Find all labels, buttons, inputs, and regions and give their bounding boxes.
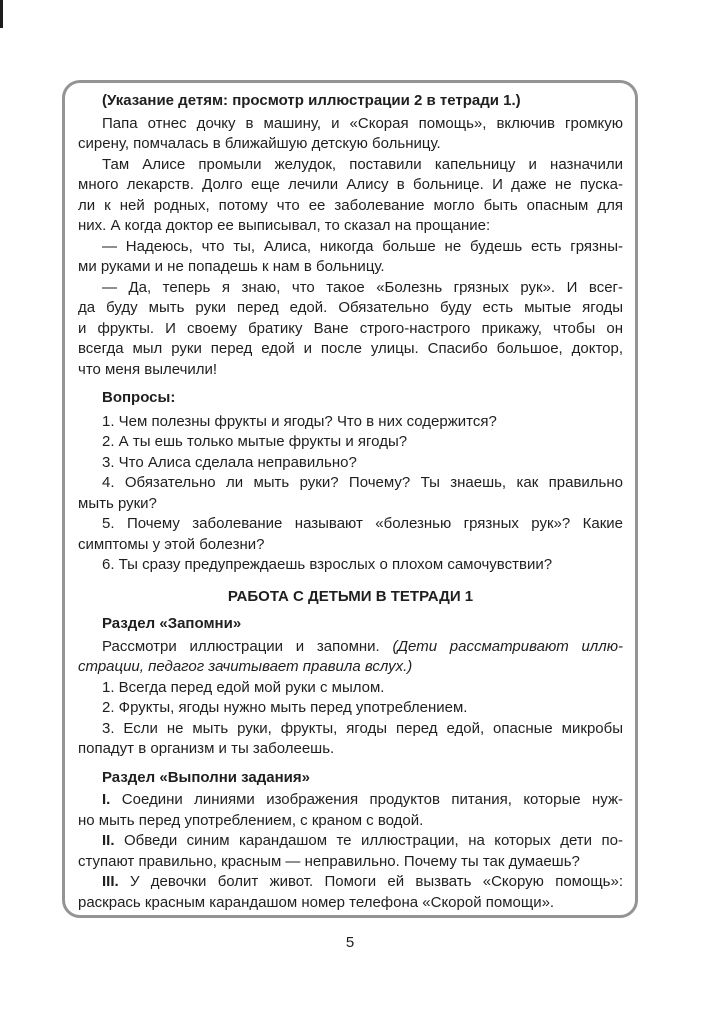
text-line: 5. Почему заболевание называют «болезнью грязных рук»? Какие (102, 515, 623, 532)
text-line: ступают правильно, красным — неправильно. Почему ты так думаешь? (78, 852, 580, 870)
rule-2 (78, 698, 623, 719)
dialogue-alisa (78, 278, 623, 381)
text-line: что меня вылечили! (78, 360, 218, 378)
dialogue-doctor (78, 237, 623, 278)
text-line: много лекарств. Долго еще лечили Алису в больнице. И даже не пуска- (78, 176, 623, 193)
text-line: — Да, теперь я знаю, что такое «Болезнь грязных рук». И всег- (102, 278, 623, 296)
text-line: ми руками и не попадешь к нам в больницу. (78, 258, 385, 275)
text-line: Рассмотри иллюстрации и запомни. (Дети рассматривают иллю- (102, 637, 623, 655)
text-line: раскрась красным карандашом номер телефона «Скорой помощи». (78, 893, 555, 911)
text-line: III. У девочки болит живот. Помоги ей вызвать «Скорую помощь»: (102, 873, 623, 890)
text-line: (Указание детям: просмотр иллюстрации 2 в тетради 1.) (102, 92, 521, 109)
text-line: симптомы у этой болезни? (78, 535, 265, 553)
text-line: I. Соедини линиями изображения продуктов питания, которые нуж- (102, 791, 623, 808)
text-line: 3. Если не мыть руки, фрукты, ягоды перед едой, опасные микробы (102, 719, 623, 737)
rule-3 (78, 719, 623, 760)
text-line: но мыть перед употреблением, с краном с водой. (78, 811, 424, 829)
text-line: II. Обведи синим карандашом те иллюстрации, на которых дети по- (102, 832, 623, 849)
text-line: и фрукты. И своему братику Ване строго-настрого прикажу, чтобы он (78, 319, 623, 337)
text-line: Раздел «Выполни задания» (102, 768, 311, 786)
text-line: сирену, помчалась в ближайшую детскую больницу. (78, 135, 441, 152)
task-2 (78, 831, 623, 872)
question-4 (78, 473, 623, 514)
page-frame (62, 80, 638, 918)
scan-artifact-mark (0, 0, 3, 28)
text-line: 3. Что Алиса сделала неправильно? (102, 453, 357, 471)
text-line: попадут в организм и ты заболеешь. (78, 740, 335, 757)
text-line: да буду мыть руки перед едой. Обязательно буду есть мытые ягоды (78, 299, 623, 316)
section-tasks-heading (78, 768, 623, 789)
text-line: всегда мыл руки перед едой и после улицы. Спасибо большое, доктор, (78, 340, 623, 357)
text-line: мыть руки? (78, 494, 157, 512)
worksheet-heading (78, 587, 623, 608)
text-line: 2. Фрукты, ягоды нужно мыть перед употреблением. (102, 699, 468, 716)
task-1 (78, 790, 623, 831)
zapomni-intro (78, 637, 623, 678)
question-3 (78, 453, 623, 474)
text-line: 2. А ты ешь только мытые фрукты и ягоды? (102, 433, 408, 450)
text-line: 1. Чем полезны фрукты и ягоды? Что в них содержится? (102, 412, 497, 430)
questions-heading (78, 388, 623, 409)
text-line: страции, педагог зачитывает правила вслух.) (78, 658, 413, 675)
task-3 (78, 872, 623, 913)
question-2 (78, 432, 623, 453)
story-paragraph-2 (78, 155, 623, 237)
text-line: ли к ней родных, потому что ее заболевание могло быть опасным для (78, 196, 623, 214)
instruction-note (78, 91, 623, 112)
text-line: 1. Всегда перед едой мой руки с мылом. (102, 678, 385, 696)
text-line: РАБОТА С ДЕТЬМИ В ТЕТРАДИ 1 (227, 587, 474, 605)
text-line: — Надеюсь, что ты, Алиса, никогда больше не будешь есть грязны- (102, 237, 623, 255)
question-6 (78, 555, 623, 576)
text-line: Там Алисе промыли желудок, поставили капельницу и назначили (102, 155, 623, 173)
question-1 (78, 412, 623, 433)
text-line: Раздел «Запомни» (102, 615, 242, 632)
section-zapomni-heading (78, 614, 623, 635)
text-line: Папа отнес дочку в машину, и «Скорая помощь», включив громкую (102, 114, 623, 132)
story-paragraph-1 (78, 114, 623, 155)
page-body (78, 91, 623, 913)
rule-1 (78, 678, 623, 699)
text-line: них. А когда доктор ее выписывал, то сказал на прощание: (78, 217, 491, 234)
text-line: 4. Обязательно ли мыть руки? Почему? Ты знаешь, как правильно (102, 474, 623, 491)
question-5 (78, 514, 623, 555)
text-line: 6. Ты сразу предупреждаешь взрослых о плохом самочувствии? (102, 556, 553, 573)
page-number: 5 (345, 934, 355, 951)
text-line: Вопросы: (102, 389, 176, 406)
